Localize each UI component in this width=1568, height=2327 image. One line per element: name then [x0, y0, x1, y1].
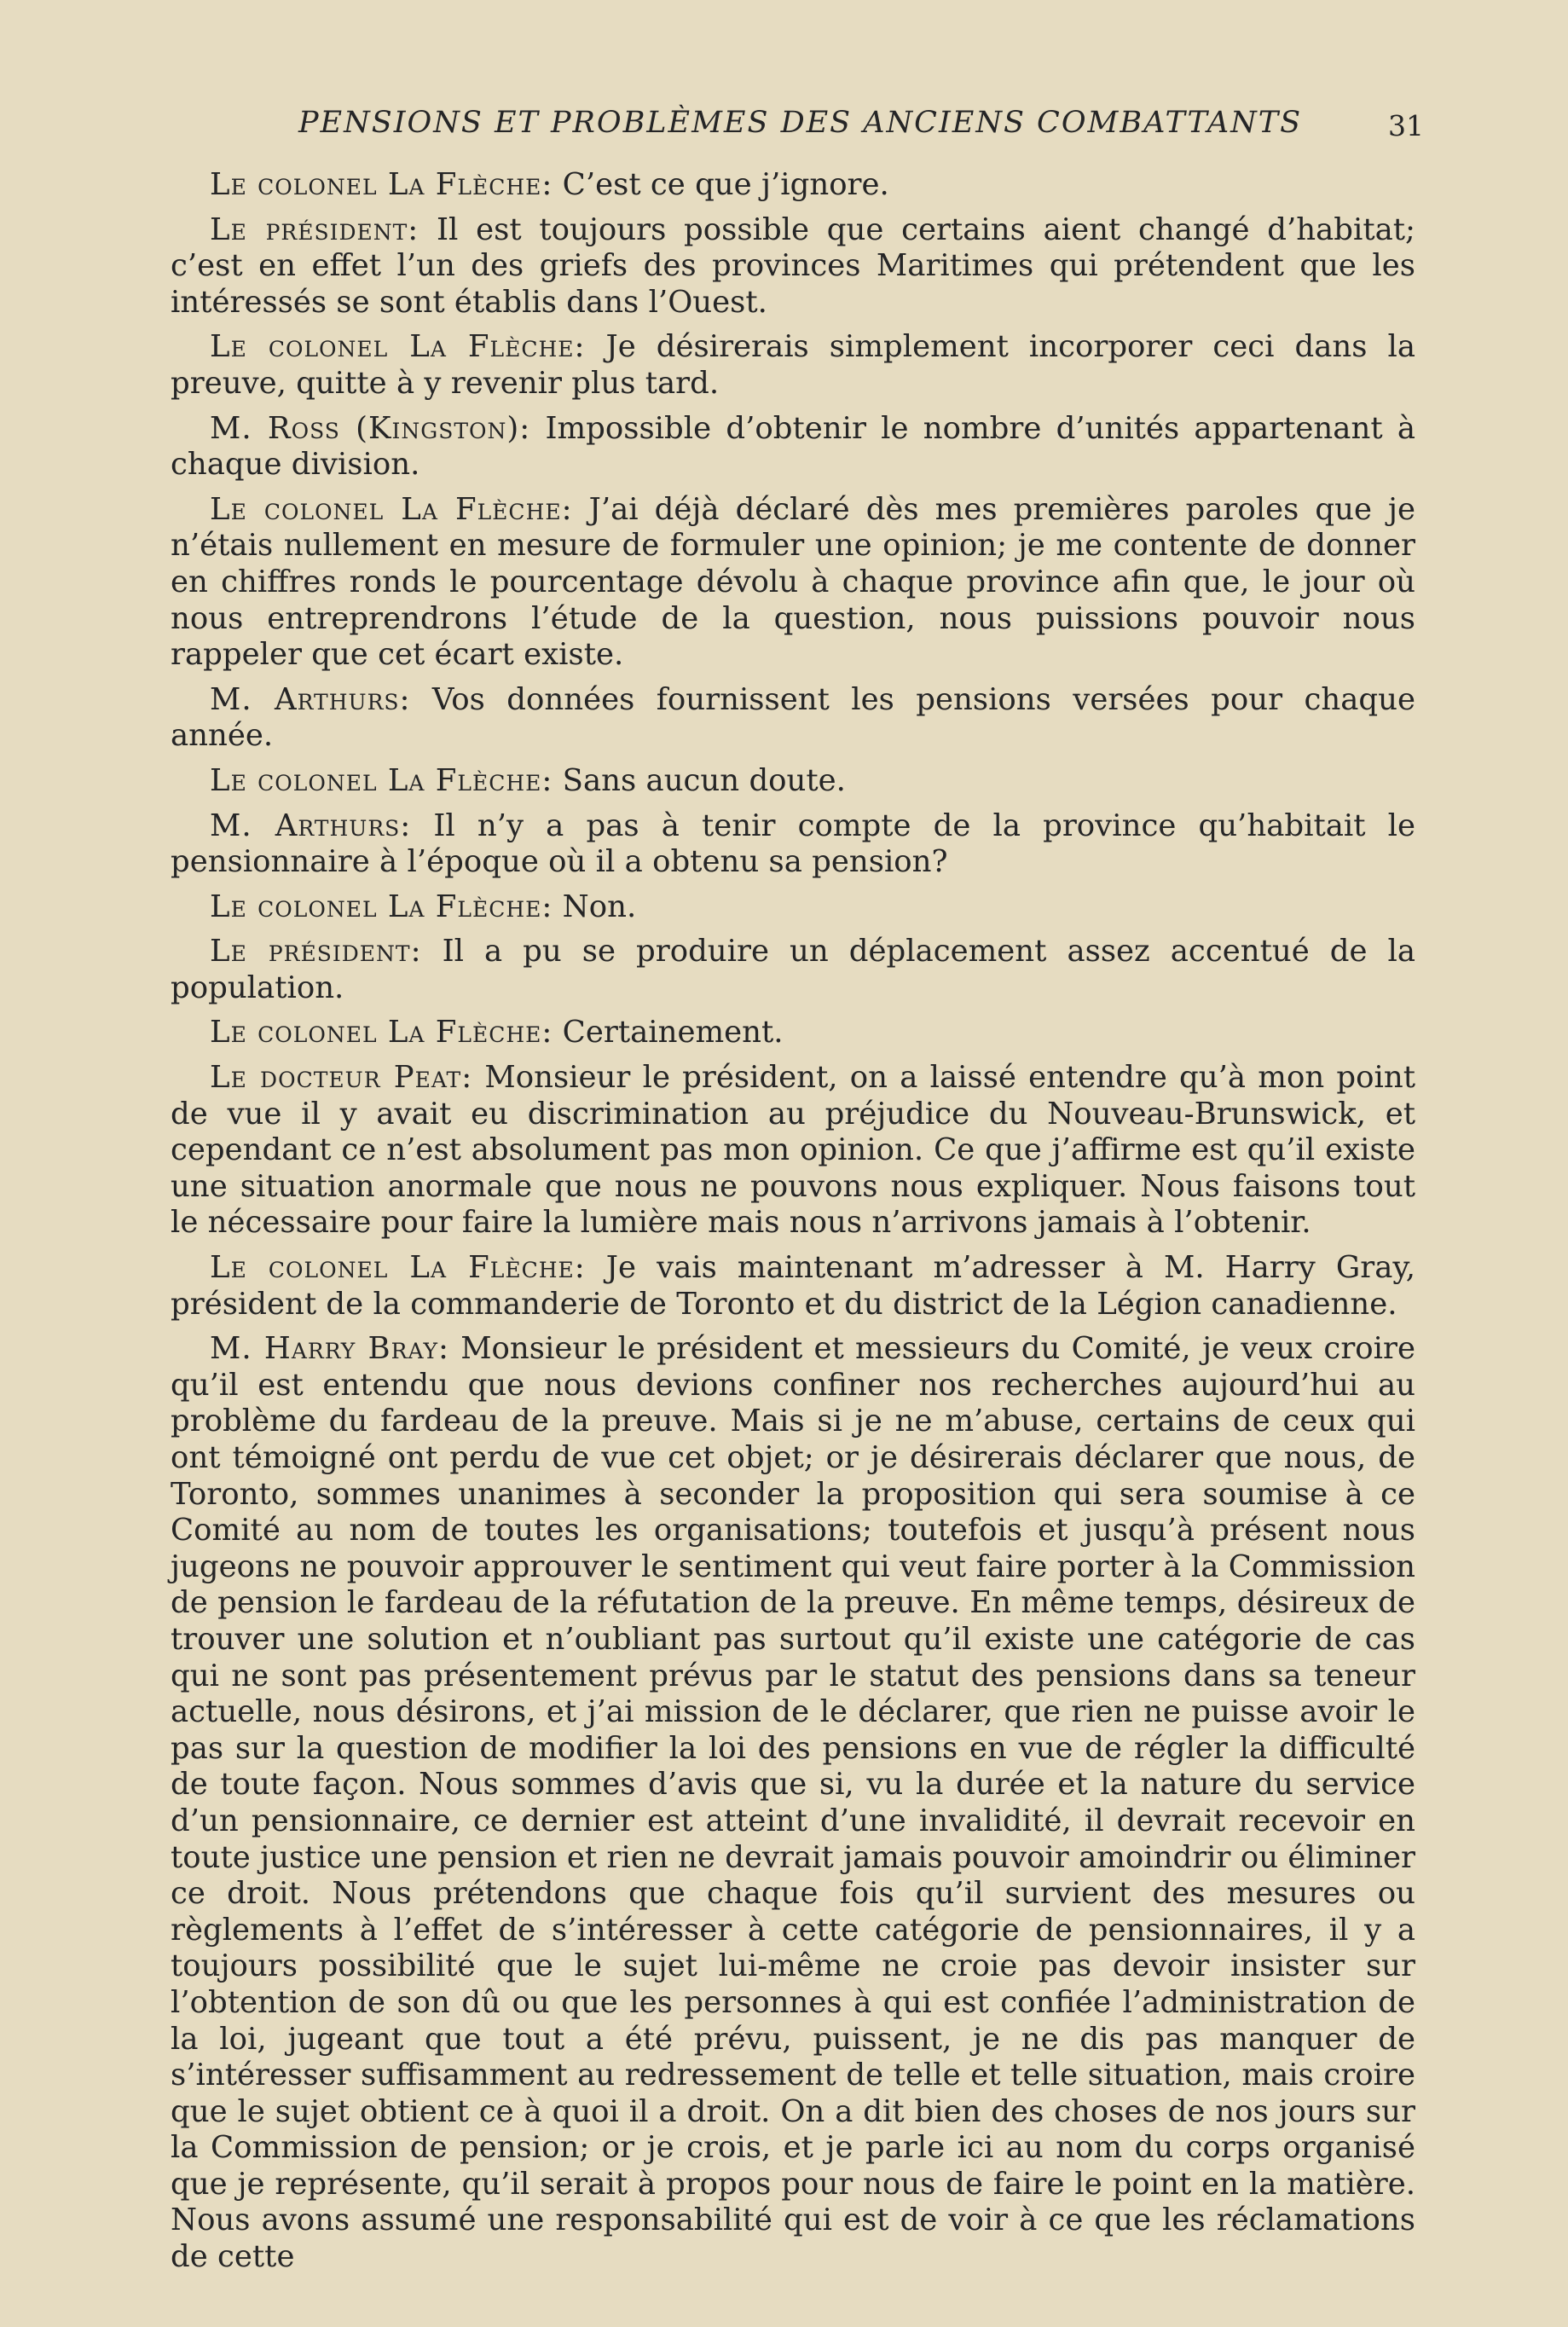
paragraph	[171, 212, 1415, 321]
speaker-name: Le colonel La Flèche:	[210, 1250, 586, 1286]
paragraph	[171, 492, 1415, 674]
paragraph-text: Monsieur le président, on a laissé entendre qu’à mon point de vue il y avait eu discrimination au préjudice du Nouveau-Brunswick, et cependant ce n’est absolument pas mon opinion. Ce que j’affirme est qu’il existe une situation anormale que nous ne pouvons nous expliquer. Nous faisons tout le nécessaire pour faire la lumière mais nous n’arrivons jamais à l’obtenir.	[171, 1060, 1415, 1241]
paragraph	[171, 934, 1415, 1006]
paragraph	[171, 167, 1415, 204]
speaker-name: M. Ross (Kingston):	[210, 410, 531, 446]
paragraph	[171, 1060, 1415, 1242]
paragraph	[171, 763, 1415, 800]
speaker-name: Le président:	[210, 211, 419, 247]
speaker-name: Le colonel La Flèche:	[210, 1015, 553, 1051]
paragraph	[171, 1015, 1415, 1051]
speaker-name: M. Harry Bray:	[210, 1331, 449, 1367]
speaker-name: Le colonel La Flèche:	[210, 762, 553, 798]
speaker-name: M. Arthurs:	[210, 808, 412, 843]
speaker-name: Le colonel La Flèche:	[210, 889, 553, 924]
paragraph-text: J’ai déjà déclaré dès mes premières paroles que je n’étais nullement en mesure de formuler une opinion; je me contente de donner en chiffres ronds le pourcentage dévolu à chaque province afin que, le jour où nous entreprendrons l’étude de la question, nous puissions pouvoir nous rappeler que cet écart existe.	[171, 491, 1415, 673]
paragraph-text: Il n’y a pas à tenir compte de la province qu’habitait le pensionnaire à l’époque où il a obtenu sa pension?	[171, 808, 1415, 880]
paragraph-text: Je désirerais simplement incorporer ceci dans la preuve, quitte à y revenir plus tard.	[171, 329, 1415, 401]
paragraph-text: C’est ce que j’ignore.	[553, 167, 889, 202]
speaker-name: Le président:	[210, 934, 422, 970]
speaker-name: Le colonel La Flèche:	[210, 329, 586, 365]
paragraph-text: Je vais maintenant m’adresser à M. Harry Gray, président de la commanderie de Toronto et du district de la Légion canadienne.	[171, 1250, 1415, 1322]
paragraph	[171, 1331, 1415, 2275]
speaker-name: Le colonel La Flèche:	[210, 167, 553, 202]
paragraph	[171, 808, 1415, 881]
page-number: 31	[1388, 109, 1424, 142]
paragraph	[171, 329, 1415, 402]
paragraph-text: Impossible d’obtenir le nombre d’unités appartenant à chaque division.	[171, 410, 1415, 483]
running-title: PENSIONS ET PROBLÈMES DES ANCIENS COMBATTANTS	[298, 106, 1303, 140]
transcript-body	[171, 167, 1415, 2276]
paragraph-text: Sans aucun doute.	[553, 762, 846, 798]
paragraph-text: Vos données fournissent les pensions versées pour chaque année.	[171, 681, 1415, 754]
paragraph-text: Non.	[553, 889, 637, 924]
paragraph-text: Il est toujours possible que certains aient changé d’habitat; c’est en effet l’un des griefs des provinces Maritimes qui prétendent que les intéressés se sont établis dans l’Ouest.	[171, 211, 1416, 320]
paragraph-text: Monsieur le président et messieurs du Comité, je veux croire qu’il est entendu que nous devions confiner nos recherches aujourd’hui au problème du fardeau de la preuve. Mais si je ne m’abuse, certains de ceux qui ont témoigné ont perdu de vue cet objet; or je désirerais déclarer que nous, de Toronto, sommes unanimes à seconder la proposition qui sera soumise à ce Comité au nom de toutes les organisations; toutefois et jusqu’à présent nous jugeons ne pouvoir approuver le sentiment qui veut faire porter à la Commission de pension le fardeau de la réfutation de la preuve. En même temps, désireux de trouver une solution et n’oubliant pas surtout qu’il existe une catégorie de cas qui ne sont pas présentement prévus par le statut des pensions dans sa teneur actuelle, nous désirons, et j’ai mission de le déclarer, que rien ne puisse avoir le pas sur la question de modifier la loi des pensions en vue de régler la difficulté de toute façon. Nous sommes d’avis que si, vu la durée et la nature du service d’un pensionnaire, ce dernier est atteint d’une invalidité, il devrait recevoir en toute justice une pension et rien ne devrait jamais pouvoir amoindrir ou éliminer ce droit. Nous prétendons que chaque fois qu’il survient des mesures ou règlements à l’effet de s’intéresser à cette catégorie de pensionnaires, il y a toujours possibilité que le sujet lui-même ne croie pas devoir insister sur l’obtention de son dû ou que les personnes à qui est confiée l’administration de la loi, jugeant que tout a été prévu, puissent, je ne dis pas manquer de s’intéresser suffisamment au redressement de telle et telle situation, mais croire que le sujet obtient ce à quoi il a droit. On a dit bien des choses de nos jours sur la Commission de pension; or je crois, et je parle ici au nom du corps organisé que je représente, qu’il serait à propos pour nous de faire le point en la matière. Nous avons assumé une responsabilité qui est de voir à ce que les réclamations de cette	[171, 1331, 1415, 2275]
paragraph	[171, 1250, 1415, 1323]
speaker-name: M. Arthurs:	[210, 681, 411, 717]
paragraph-text: Il a pu se produire un déplacement assez accentué de la population.	[171, 934, 1415, 1005]
speaker-name: Le colonel La Flèche:	[210, 491, 573, 527]
paragraph	[171, 889, 1415, 926]
page-header	[171, 101, 1424, 152]
paragraph	[171, 682, 1415, 755]
paragraph-text: Certainement.	[553, 1015, 784, 1051]
paragraph	[171, 411, 1415, 483]
speaker-name: Le docteur Peat:	[210, 1060, 473, 1096]
